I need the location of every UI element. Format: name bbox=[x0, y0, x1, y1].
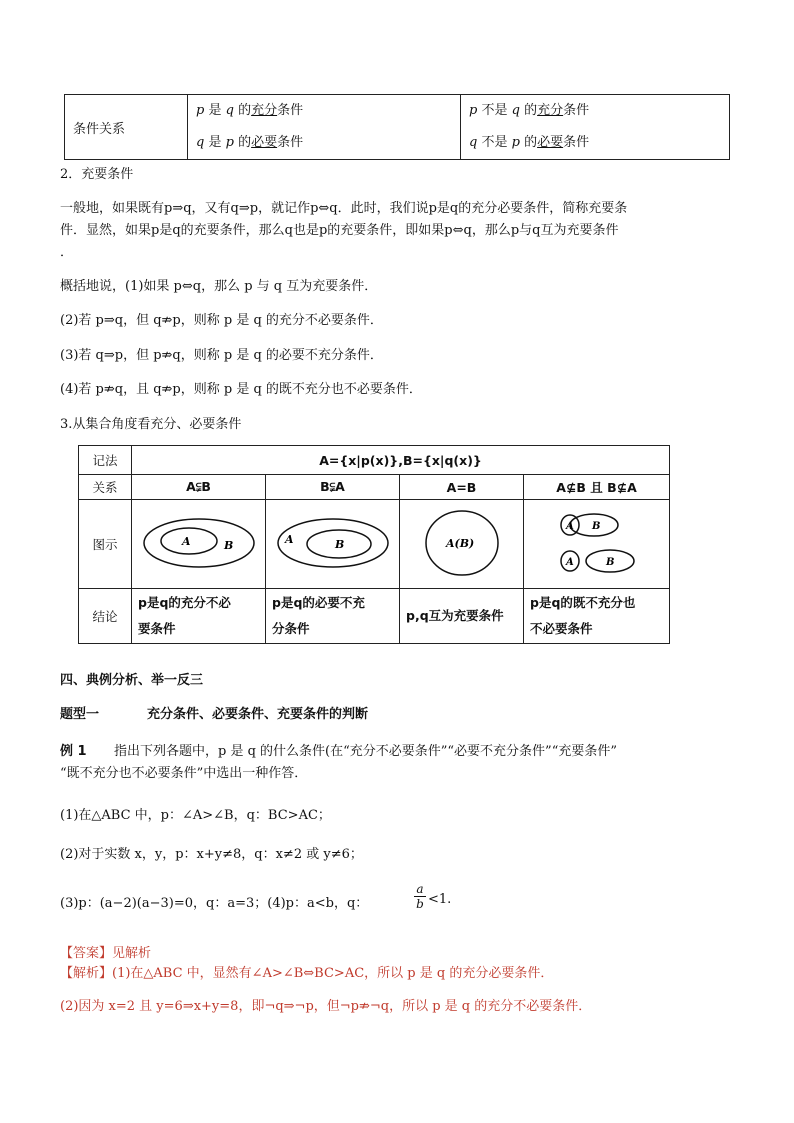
question-type-label: 题型一 bbox=[60, 707, 100, 722]
text: 条件 bbox=[277, 103, 304, 118]
set-label-a: A bbox=[565, 520, 574, 532]
conclusion-line: 要条件 bbox=[138, 621, 176, 636]
conclusion-line: p是q的既不充分也 bbox=[530, 595, 636, 610]
answer-line: 【答案】见解析 bbox=[60, 946, 152, 961]
venn-b-subset-a bbox=[273, 508, 393, 578]
condition-line bbox=[196, 95, 452, 127]
question-type-title: 充分条件、必要条件、充要条件的判断 bbox=[147, 707, 369, 722]
example-line: 指出下列各题中，p 是 q 的什么条件(在“充分不必要条件”“必要不充分条件”“充要条件” bbox=[114, 744, 617, 759]
summary-line: (2)若 p⇒q，但 q⇏p，则称 p 是 q 的充分不必要条件． bbox=[60, 313, 383, 328]
underlined-term: 充分 bbox=[251, 103, 278, 118]
condition-line bbox=[469, 95, 721, 127]
set-label-b: B bbox=[223, 538, 233, 552]
text: 的 bbox=[524, 135, 538, 150]
conclusion-cell bbox=[266, 589, 400, 644]
table-row bbox=[79, 446, 670, 475]
underlined-term: 必要 bbox=[251, 135, 278, 150]
section-title: 3.从集合角度看充分、必要条件 bbox=[60, 417, 242, 432]
fraction bbox=[414, 882, 426, 911]
table-row bbox=[65, 95, 730, 160]
conclusion-line: p是q的充分不必 bbox=[138, 595, 231, 610]
set-label-a: A bbox=[565, 556, 574, 568]
table-row bbox=[79, 589, 670, 644]
analysis-line: 【解析】(1)在△ABC 中，显然有∠A>∠B⇔BC>AC，所以 p 是 q 的充分必要条件． bbox=[60, 966, 554, 981]
conclusion-line: 分条件 bbox=[272, 621, 310, 636]
paragraph-line: ． bbox=[60, 245, 74, 260]
underlined-term: 充分 bbox=[537, 103, 564, 118]
conclusion-cell bbox=[132, 589, 266, 644]
table-row bbox=[79, 500, 670, 589]
venn-neither-subset bbox=[542, 503, 652, 583]
table-cell-label: 结论 bbox=[79, 589, 132, 644]
set-label-b: B bbox=[605, 556, 614, 568]
summary-line: 概括地说，(1)如果 p⇔q，那么 p 与 q 互为充要条件． bbox=[60, 279, 378, 294]
fraction-denominator: b bbox=[416, 897, 424, 911]
set-label-a: A bbox=[284, 532, 294, 546]
conclusion-cell bbox=[524, 589, 670, 644]
question-item: (2)对于实数 x，y，p：x+y≠8，q：x≠2 或 y≠6； bbox=[60, 847, 363, 862]
var: p bbox=[469, 103, 478, 118]
condition-relation-table bbox=[64, 94, 730, 160]
paragraph-line: 一般地，如果既有p⇒q，又有q⇒p，就记作p⇔q．此时，我们说p是q的充分必要条件，简称充要条 bbox=[60, 201, 628, 216]
text: 的 bbox=[524, 103, 538, 118]
section-heading: 四、典例分析、举一反三 bbox=[60, 673, 204, 688]
table-row bbox=[79, 475, 670, 500]
conclusion-cell bbox=[400, 589, 524, 644]
condition-line bbox=[196, 127, 452, 159]
text: 条件 bbox=[563, 135, 590, 150]
notation-cell: A={x|p(x)},B={x|q(x)} bbox=[132, 446, 670, 475]
diagram-cell bbox=[132, 500, 266, 589]
diagram-cell bbox=[266, 500, 400, 589]
table-cell bbox=[188, 95, 461, 160]
analysis-line: (2)因为 x=2 且 y=6⇒x+y=8，即¬q⇒¬p，但¬p⇏¬q，所以 p 是 q 的充分不必要条件． bbox=[60, 999, 592, 1014]
summary-line: (4)若 p⇏q，且 q⇏p，则称 p 是 q 的既不充分也不必要条件． bbox=[60, 382, 422, 397]
relation-cell: A⊈B 且 B⊈A bbox=[524, 475, 670, 500]
text: 不是 bbox=[481, 135, 508, 150]
var: q bbox=[511, 103, 520, 118]
var: p bbox=[511, 135, 520, 150]
var: p bbox=[225, 135, 234, 150]
question-item: (1)在△ABC 中，p：∠A>∠B，q：BC>AC； bbox=[60, 808, 331, 823]
fraction-numerator: a bbox=[414, 882, 426, 897]
diagram-cell bbox=[400, 500, 524, 589]
text: 的 bbox=[238, 135, 252, 150]
text: 是 bbox=[208, 135, 222, 150]
question-item-tail: <1. bbox=[428, 892, 452, 907]
set-label-ab: A(B) bbox=[445, 536, 474, 550]
text: 条件 bbox=[563, 103, 590, 118]
set-label-b: B bbox=[334, 537, 344, 551]
table-cell-label: 图示 bbox=[79, 500, 132, 589]
underlined-term: 必要 bbox=[537, 135, 564, 150]
conclusion-line: p,q互为充要条件 bbox=[406, 608, 504, 623]
diagram-cell bbox=[524, 500, 670, 589]
venn-a-equals-b bbox=[412, 503, 512, 583]
example-label: 例 1 bbox=[60, 744, 87, 759]
conclusion-line: p是q的必要不充 bbox=[272, 595, 365, 610]
condition-line bbox=[469, 127, 721, 159]
set-perspective-table bbox=[78, 445, 670, 644]
text: 条件 bbox=[277, 135, 304, 150]
relation-cell: A=B bbox=[400, 475, 524, 500]
example-line: “既不充分也不必要条件”中选出一种作答． bbox=[60, 766, 308, 781]
var: p bbox=[196, 103, 205, 118]
text: 的 bbox=[238, 103, 252, 118]
var: q bbox=[225, 103, 234, 118]
set-label-b: B bbox=[591, 520, 600, 532]
text: 是 bbox=[208, 103, 222, 118]
set-label-a: A bbox=[181, 534, 191, 548]
var: q bbox=[196, 135, 205, 150]
conclusion-line: 不必要条件 bbox=[530, 621, 593, 636]
table-cell-label: 关系 bbox=[79, 475, 132, 500]
venn-a-subset-b bbox=[139, 508, 259, 578]
text: 不是 bbox=[481, 103, 508, 118]
table-cell-label: 记法 bbox=[79, 446, 132, 475]
question-item: (3)p：(a−2)(a−3)=0，q：a=3；(4)p：a<b，q： bbox=[60, 896, 369, 911]
relation-cell: B⫋A bbox=[266, 475, 400, 500]
summary-line: (3)若 q⇒p，但 p⇏q，则称 p 是 q 的必要不充分条件． bbox=[60, 348, 383, 363]
row-label: 条件关系 bbox=[73, 121, 126, 137]
var: q bbox=[469, 135, 478, 150]
table-cell bbox=[461, 95, 730, 160]
relation-cell: A⫋B bbox=[132, 475, 266, 500]
paragraph-line: 件．显然，如果p是q的充要条件，那么q也是p的充要条件，即如果p⇔q，那么p与q互为充要条件 bbox=[60, 223, 619, 238]
table-cell-label bbox=[65, 95, 188, 160]
section-title: 2．充要条件 bbox=[60, 167, 134, 182]
